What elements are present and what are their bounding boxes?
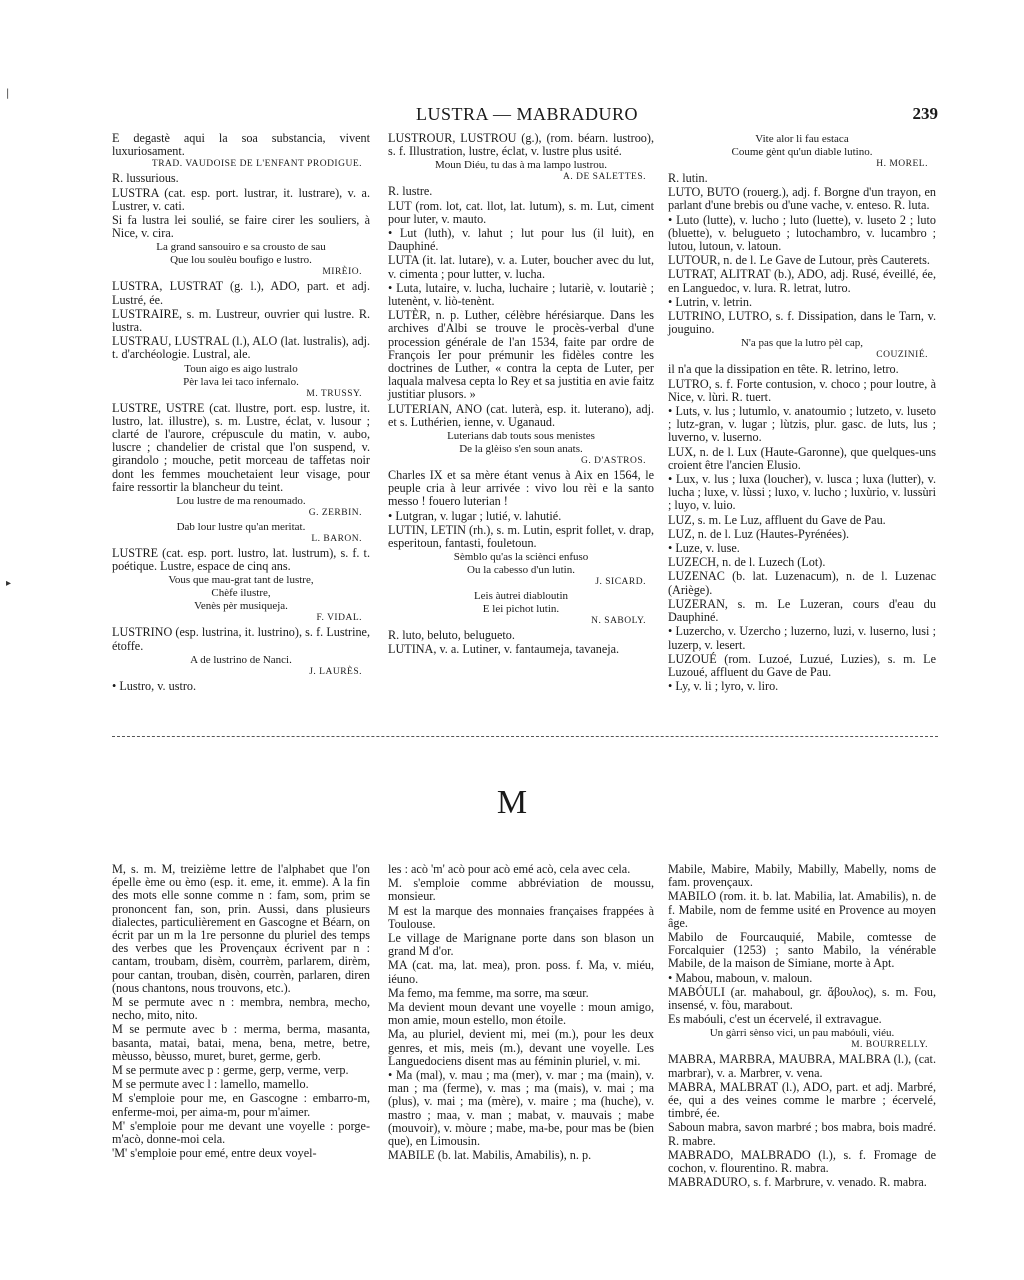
entry-paragraph: LUSTRA (cat. esp. port. lustrar, it. lustrare), v. a. Lustrer, v. cati. (112, 185, 370, 213)
entry-paragraph: • Luto (lutte), v. lucho ; luto (luette), v. luseto 2 ; luto (bluette), v. belugueto ; lutochambro, v. lucambro ; lutou, lutoun, v. latoun. (668, 212, 936, 254)
quote-line: Vous que mau-grat tant de lustre, (168, 574, 314, 587)
entry-paragraph: LUSTRAIRE, s. m. Lustreur, ouvrier qui lustre. R. lustra. (112, 306, 370, 335)
quote-line: E lei pichot lutin. (482, 603, 560, 616)
quote-line: Un gàrri sènso vici, un pau mabóuli, viéu. (709, 1027, 895, 1040)
quote-attribution: G. ZERBIN. (308, 508, 362, 519)
entry-paragraph: LUTIN, LETIN (rh.), s. m. Lutin, esprit follet, v. drap, esperitoun, fantasti, fouletoun. (388, 522, 654, 551)
entry-paragraph: Le village de Marignane porte dans son blason un grand M d'or. (388, 931, 654, 959)
margin-mark: | (6, 88, 10, 99)
entry-paragraph: LUSTRINO (esp. lustrina, it. lustrino), s. f. Lustrine, étoffe. (112, 625, 370, 653)
quote-line: Toun aigo es aigo lustralo (184, 362, 298, 375)
entry-paragraph: • Luta, lutaire, v. lucha, luchaire ; lutariè, v. loutariè ; lutenènt, v. liò-tenènt. (388, 280, 654, 309)
quote-line: Venès pèr musiqueja. (194, 600, 288, 613)
entry-paragraph: LUTO, BUTO (rouerg.), adj. f. Borgne d'un trayon, en parlant d'une brebis ou d'une vache, v. enteso. R. luta. (668, 185, 936, 213)
quote-line: Leis àutrei diabloutin (473, 590, 569, 603)
entry-paragraph: LUZ, s. m. Le Luz, affluent du Gave de Pau. (668, 512, 886, 527)
quote-attribution: A. DE SALETTES. (563, 172, 646, 183)
entry-paragraph: MABÓULI (ar. mahaboul, gr. ἄβουλος), s. m. Fou, insensé, v. fòu, marabout. (668, 984, 936, 1013)
section-letter: M (496, 784, 528, 821)
margin-mark: ▸ (6, 578, 12, 589)
entry-paragraph: R. lussurious. (112, 171, 179, 186)
entry-paragraph: LUTÈR, n. p. Luther, célèbre hérésiarque. Dans les archives d'Albi se trouve le procès-verbal d'une procession générale de l'an 1534, faite par ordre de François Ier pour prémunir les fidèles contre les doctrines de Luther, « contra la cepta de Luter, per laquala malvesa cepta lo Rey et sa justitia en avie faitz justitiar plusors. » (388, 308, 654, 402)
section-divider (112, 736, 938, 737)
entry-paragraph: R. lutin. (668, 171, 708, 185)
entry-paragraph: M se permute avec l : lamello, mamello. (112, 1077, 309, 1092)
entry-paragraph: M. s'emploie comme abbréviation de moussu, monsieur. (388, 876, 654, 904)
quote-attribution: F. VIDAL. (316, 613, 362, 624)
entry-paragraph: M se permute avec p : germe, gerp, verme, verp. (112, 1063, 349, 1078)
entry-paragraph: • Luts, v. lus ; lutumlo, v. anatoumio ; lutzeto, v. luseto ; lutz-gran, v. lugar ; lùtzis, plur. gasc. de luts, lus ; luverno, v. luserno. (668, 404, 936, 445)
entry-paragraph: Es mabóuli, c'est un écervelé, il extravague. (668, 1012, 882, 1027)
entry-paragraph: LUX, n. de l. Lux (Haute-Garonne), que quelques-uns croient être l'ancien Elusio. (668, 444, 936, 472)
entry-paragraph: Saboun mabra, savon marbré ; bos mabra, bois madré. R. mabre. (668, 1120, 936, 1148)
entry-paragraph: LUTOUR, n. de l. Le Gave de Lutour, près Cauterets. (668, 253, 930, 268)
entry-paragraph: les : acò 'm' acò pour acò emé acò, cela avec cela. (388, 862, 631, 876)
quote-attribution: J. SICARD. (595, 577, 646, 588)
entry-paragraph: LUSTRA, LUSTRAT (g. l.), ADO, part. et adj. Lustré, ée. (112, 279, 370, 307)
column-5 (388, 863, 654, 1163)
entry-paragraph: E degastè aqui la soa substancia, vivent luxuriosament. (112, 131, 370, 159)
entry-paragraph: • Lux, v. lus ; luxa (loucher), v. lusca ; luxa (lutter), v. lucha ; luxe, v. lùssi ; luxo, v. lucho ; luxùrio, v. lussùri ; luyo, v. luio. (668, 472, 936, 513)
running-head: LUSTRA — MABRADURO (415, 104, 639, 124)
column-2 (388, 132, 654, 658)
quote-attribution: TRAD. VAUDOISE DE L'ENFANT PRODIGUE. (151, 159, 362, 170)
entry-paragraph: LUTRO, s. f. Forte contusion, v. choco ; pour loutre, à Nice, v. lùri. R. tuert. (668, 376, 936, 404)
entry-paragraph: Si fa lustra lei soulié, se faire cirer les souliers, à Nice, v. cira. (112, 213, 370, 241)
entry-paragraph: • Luzercho, v. Uzercho ; luzerno, luzi, v. luserno, lusi ; luzerp, v. lesert. (668, 624, 936, 652)
quote-line: Ou la cabesso d'un lutin. (467, 564, 575, 577)
entry-paragraph: M se permute avec b : merma, berma, masanta, basanta, matai, batai, mena, bena, metre, betre, mèusso, bèusso, muret, buret, germe, gerb. (112, 1022, 370, 1063)
entry-paragraph: LUTERIAN, ANO (cat. luterà, esp. it. luterano), adj. et s. Luthérien, ienne, v. Uganaud. (388, 401, 654, 429)
entry-paragraph: M' s'emploie pour me devant une voyelle : porge-m'acò, donne-moi cela. (112, 1118, 370, 1147)
entry-paragraph: LUTRINO, LUTRO, s. f. Dissipation, dans le Tarn, v. jouguino. (668, 309, 936, 337)
quote-attribution: MIRÈIO. (322, 267, 362, 278)
entry-paragraph: MABRADURO, s. f. Marbrure, v. venado. R. mabra. (668, 1175, 927, 1190)
entry-paragraph: LUZENAC (b. lat. Luzenacum), n. de l. Luzenac (Ariège). (668, 569, 936, 597)
entry-paragraph: MABRA, MARBRA, MAUBRA, MALBRA (l.), (cat. marbrar), v. a. Marbrer, v. vena. (668, 1052, 936, 1080)
quote-line: Sèmblo qu'as la sciènci enfuso (453, 551, 589, 564)
entry-paragraph: MABRA, MALBRAT (l.), ADO, part. et adj. Marbré, ée, qui a des veines comme le marbre ; écervelé, timbré, ée. (668, 1079, 936, 1121)
quote-line: Lou lustre de ma renoumado. (176, 495, 306, 508)
page-number: 239 (912, 104, 938, 123)
entry-paragraph: LUSTRAU, LUSTRAL (l.), ALO (lat. lustralis), adj. t. d'archéologie. Lustral, ale. (112, 334, 370, 362)
entry-paragraph: Mabilo de Fourcauquié, Mabile, comtesse de Forcalquier (1253) ; santo Mabilo, la vénérable Mabile, de la maison de Simiane, morte à Apt. (668, 930, 936, 971)
entry-paragraph: LUTINA, v. a. Lutiner, v. fantaumeja, tavaneja. (388, 642, 620, 657)
entry-paragraph: MABILO (rom. it. b. lat. Mabilia, lat. Amabilis), n. de f. Mabile, nom de femme usité en Provence au moyen âge. (668, 889, 936, 930)
entry-paragraph: LUZ, n. de l. Luz (Hautes-Pyrénées). (668, 526, 850, 541)
entry-paragraph: • Lut (luth), v. lahut ; lut pour lus (il luit), en Dauphiné. (388, 226, 654, 254)
entry-paragraph: • Lutgran, v. lugar ; lutié, v. lahutié. (388, 508, 562, 523)
column-4 (112, 863, 370, 1161)
entry-paragraph: 'M' s'emploie pour emé, entre deux voyel- (112, 1146, 317, 1161)
quote-line: Moun Diéu, tu das à ma lampo lustrou. (434, 159, 607, 172)
quote-line: Vite alor li fau estaca (755, 133, 849, 145)
entry-paragraph: M, s. m. M, treizième lettre de l'alphabet que l'on épelle ème ou èmo (esp. it. eme, it. emme). A la fin des mots elle sonne comme n : fam, som, prim se prononcent fan, son, prin. Aussi, dans plusieurs dialectes, particulièrement en Gascogne et Béarn, on écrit par un m la 1re personne du pluriel des temps des verbes que les Provençaux écrivent par n : cantam, troubam, disèm, courrèm, parlarem, dirèm, pour cantan, trouban, disèn, courrèn, parlaren, diren (nous chantons, nous trouvons, etc.). (112, 862, 370, 995)
column-6 (668, 863, 936, 1190)
quote-attribution: M. TRUSSY. (306, 388, 362, 399)
entry-paragraph: • Lutrin, v. letrin. (668, 294, 753, 309)
entry-paragraph: M s'emploie pour me, en Gascogne : embarro-m, enferme-moi, per aima-m, pour m'aimer. (112, 1091, 370, 1119)
entry-paragraph: LUZERAN, s. m. Le Luzeran, cours d'eau du Dauphiné. (668, 596, 936, 625)
quote-line: De la glèiso s'en soun anats. (459, 443, 583, 456)
column-3 (668, 132, 936, 694)
quote-attribution: M. BOURRELLY. (851, 1040, 928, 1051)
quote-attribution: H. MOREL. (876, 159, 928, 169)
quote-line: Que lou soulèu boufigo e lustro. (170, 254, 312, 267)
entry-paragraph: LUSTRE (cat. esp. port. lustro, lat. lustrum), s. f. t. poétique. Lustre, espace de cinq ans. (112, 546, 370, 574)
entry-paragraph: LUZOUÉ (rom. Luzoé, Luzué, Luzies), s. m. Le Luzoué, affluent du Gave de Pau. (668, 651, 936, 679)
entry-paragraph: M est la marque des monnaies françaises frappées à Toulouse. (388, 903, 654, 931)
quote-line: Dab lour lustre qu'an meritat. (176, 521, 306, 534)
quote-attribution: COUZINIÉ. (876, 350, 928, 361)
quote-line: Chèfe ilustre, (211, 587, 271, 600)
entry-paragraph: MA (cat. ma, lat. mea), pron. poss. f. Ma, v. miéu, iéuno. (388, 958, 654, 986)
entry-paragraph: LUTRAT, ALITRAT (b.), ADO, adj. Rusé, éveillé, ée, en Languedoc, v. lura. R. letrat, lutro. (668, 267, 936, 295)
entry-paragraph: Mabile, Mabire, Mabily, Mabilly, Mabelly, noms de fam. provençaux. (668, 862, 936, 890)
entry-paragraph: Ma devient moun devant une voyelle : moun amigo, mon amie, moun estello, mon étoile. (388, 1000, 654, 1028)
page-header (112, 104, 942, 128)
quote-line: Coume gènt qu'un diable lutino. (731, 146, 873, 158)
quote-attribution: N. SABOLY. (591, 616, 646, 627)
entry-paragraph: LUT (rom. lot, cat. llot, lat. lutum), s. m. Lut, ciment pour luter, v. mauto. (388, 198, 654, 226)
entry-paragraph: • Luze, v. luse. (668, 541, 740, 556)
quote-attribution: J. LAURÈS. (309, 666, 362, 677)
entry-paragraph: Ma, au pluriel, devient mi, mei (m.), pour les deux genres, et mis, meis (m.), devant une voyelle. Les Languedociens disent mas au féminin pluriel, v. mi. (388, 1027, 654, 1068)
entry-paragraph: R. luto, beluto, belugueto. (388, 628, 515, 643)
entry-paragraph: LUTA (it. lat. lutare), v. a. Luter, boucher avec du lut, v. cimenta ; pour lutter, v. lucha. (388, 253, 654, 281)
entry-paragraph: • Ly, v. li ; lyro, v. liro. (668, 679, 779, 694)
quote-line: N'a pas que la lutro pèl cap, (740, 337, 864, 350)
quote-line: Luterians dab touts sous menistes (447, 430, 595, 443)
entry-paragraph: • Mabou, maboun, v. maloun. (668, 970, 813, 985)
quote-line: La grand sansouiro e sa crousto de sau (156, 241, 326, 254)
quote-line: A de lustrino de Nanci. (190, 653, 292, 666)
entry-paragraph: • Ma (mal), v. mau ; ma (mer), v. mar ; ma (main), v. man ; ma (ferme), v. mas ; ma (mais), v. mai ; ma (plus), v. mai ; ma (mère), v. maire ; ma (huche), v. mastro ; maa, v. man ; mabat, v. mauvais ; mabe (mouvoir), v. mòure ; mabe, ma-be, pour mas be (bien que), en Limousin. (388, 1068, 654, 1149)
entry-paragraph: MABRADO, MALBRADO (l.), s. f. Fromage de cochon, v. flourentino. R. mabra. (668, 1147, 936, 1176)
quote-attribution: G. D'ASTROS. (581, 456, 646, 467)
entry-paragraph: il n'a que la dissipation en tête. R. letrino, letro. (668, 362, 899, 377)
entry-paragraph: Charles IX et sa mère étant venus à Aix en 1564, le peuple cria à leur arrivée : vivo lou rèi e la santo messo ! fouero luterian ! (388, 468, 654, 509)
quote-line: Pèr lava lei taco infernalo. (183, 375, 299, 388)
entry-paragraph: Ma femo, ma femme, ma sorre, ma sœur. (388, 985, 589, 1000)
entry-paragraph: MABILE (b. lat. Mabilis, Amabilis), n. p. (388, 1148, 592, 1163)
quote-attribution: L. BARON. (311, 534, 362, 545)
entry-paragraph: • Lustro, v. ustro. (112, 678, 197, 693)
entry-paragraph: LUZECH, n. de l. Luzech (Lot). (668, 555, 826, 570)
entry-paragraph: M se permute avec n : membra, nembra, mecho, necho, mito, nito. (112, 995, 370, 1023)
entry-paragraph: R. lustre. (388, 184, 433, 199)
entry-paragraph: LUSTROUR, LUSTROU (g.), (rom. béarn. lustroo), s. f. Illustration, lustre, éclat, v. lustre plus usité. (388, 131, 654, 159)
entry-paragraph: LUSTRE, USTRE (cat. llustre, port. esp. lustre, it. lustro, lat. illustre), s. m. Lustre, éclat, v. lusour ; clarté de l'aurore, crépuscule du matin, v. aubo, luscre ; chandelier de cristal que l'on suspend, v. girandolo ; mouche, petit morceau de taffetas noir dont les femmes mouchetaient leur visage, pour faire ressortir la blancheur du teint. (112, 400, 370, 494)
column-1 (112, 132, 370, 694)
